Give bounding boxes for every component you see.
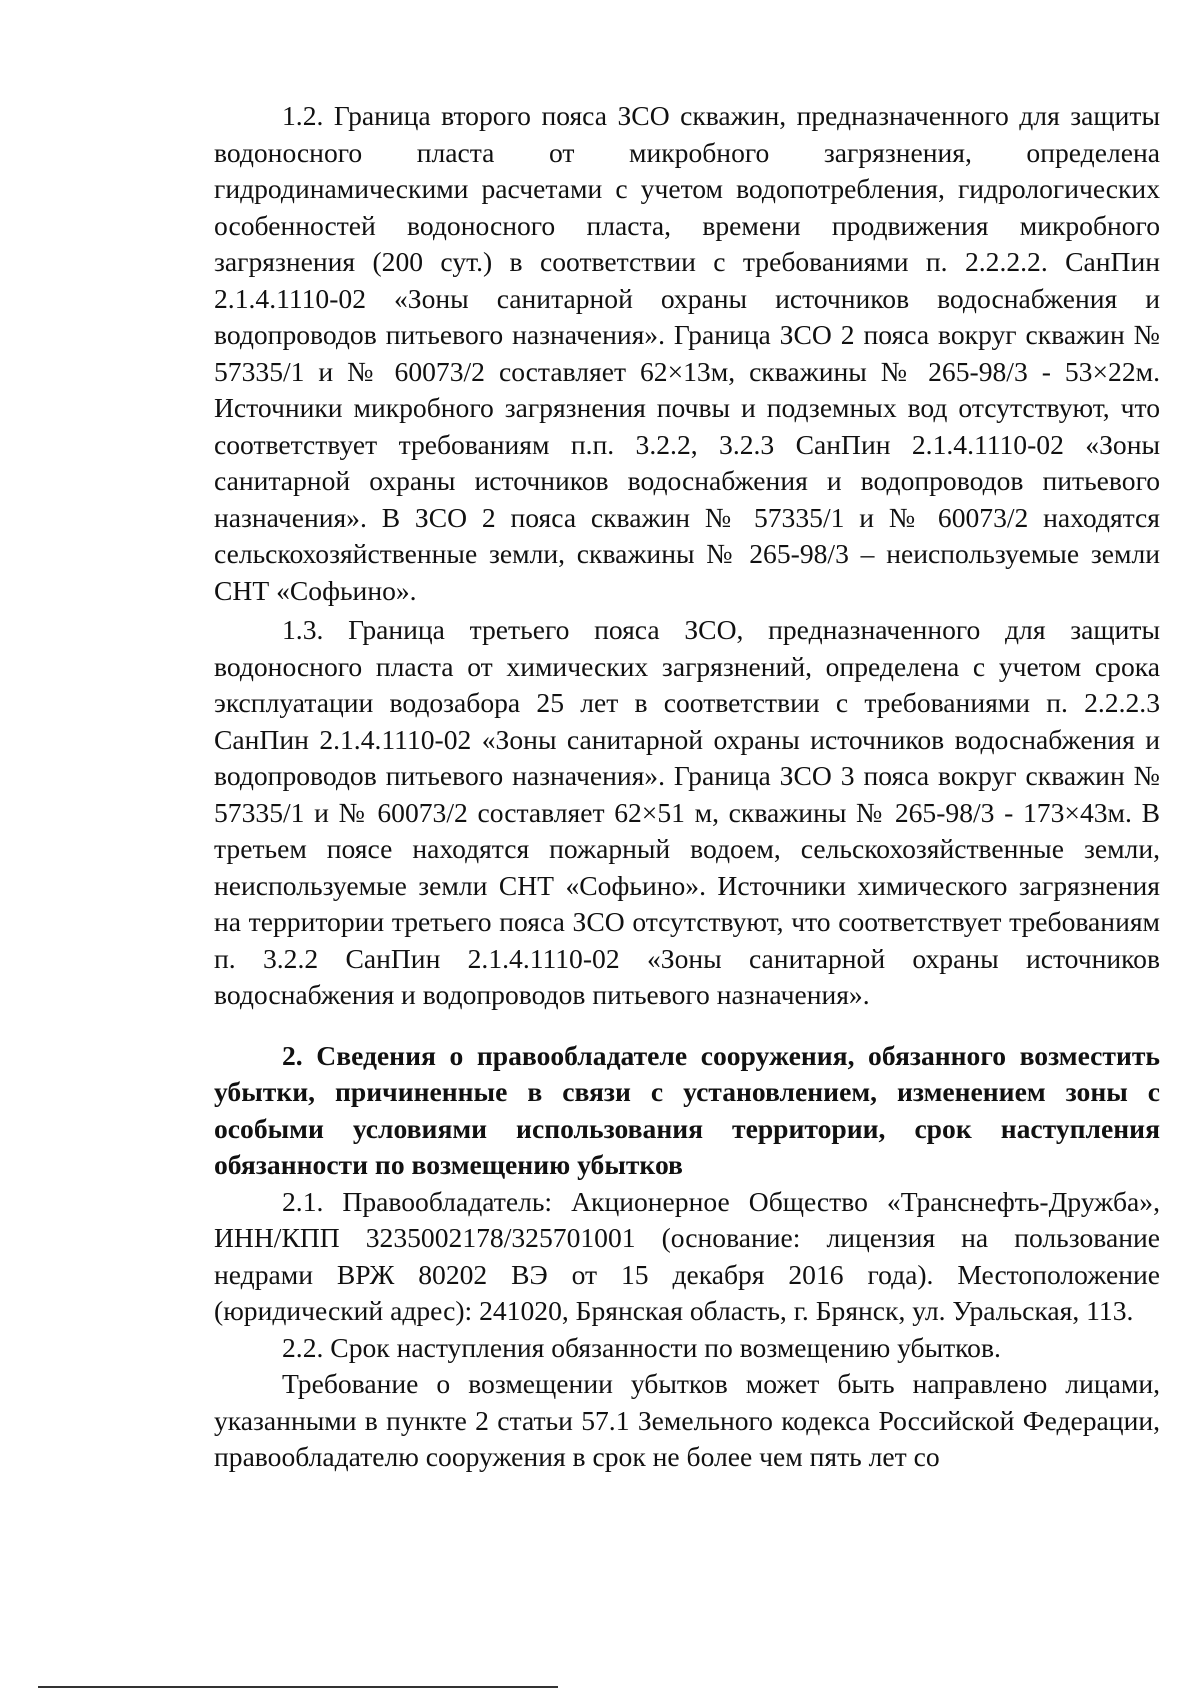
paragraph-1-3: 1.3. Граница третьего пояса ЗСО, предназначенного для защиты водоносного пласта от химических загрязнений, определена с учетом срока эксплуатации водозабора 25 лет в соответствии с требованиями п. 2.2.2.3 СанПин 2.1.4.1110-02 «Зоны санитарной охраны источников водоснабжения и водопроводов питьевого назначения». Граница ЗСО 3 пояса вокруг скважин № 57335/1 и № 60073/2 составляет 62×51 м, скважины № 265-98/3 - 173×43м. В третьем поясе находятся пожарный водоем, сельскохозяйственные земли, неиспользуемые земли СНТ «Софьино». Источники химического загрязнения на территории третьего пояса ЗСО отсутствуют, что соответствует требованиям п. 3.2.2 СанПин 2.1.4.1110-02 «Зоны санитарной охраны источников водоснабжения и водопроводов питьевого назначения». <box>214 614 1160 1010</box>
page-bottom-rule <box>38 1686 558 1688</box>
paragraph-2-2: 2.2. Срок наступления обязанности по возмещению убытков. <box>282 1331 1001 1363</box>
paragraph-claim: Требование о возмещении убытков может быть направлено лицами, указанными в пункте 2 статьи 57.1 Земельного кодекса Российской Федерации, правообладателю сооружения в срок не более чем пять лет со <box>214 1368 1160 1472</box>
paragraph-1-2: 1.2. Граница второго пояса ЗСО скважин, предназначенного для защиты водоносного пласта от микробного загрязнения, определена гидродинамическими расчетами с учетом водопотребления, гидрологических особенностей водоносного пласта, времени продвижения микробного загрязнения (200 сут.) в соответствии с требованиями п. 2.2.2.2. СанПин 2.1.4.1110-02 «Зоны санитарной охраны источников водоснабжения и водопроводов питьевого назначения». Граница ЗСО 2 пояса вокруг скважин № 57335/1 и № 60073/2 составляет 62×13м, скважины № 265-98/3 - 53×22м. Источники микробного загрязнения почвы и подземных вод отсутствуют, что соответствует требованиям п.п. 3.2.2, 3.2.3 СанПин 2.1.4.1110-02 «Зоны санитарной охраны источников водоснабжения и водопроводов питьевого назначения». В ЗСО 2 пояса скважин № 57335/1 и № 60073/2 находятся сельскохозяйственные земли, скважины № 265-98/3 – неиспользуемые земли СНТ «Софьино». <box>214 100 1160 606</box>
paragraph-2-1: 2.1. Правообладатель: Акционерное Общество «Транснефть-Дружба», ИНН/КПП 3235002178/325701001 (основание: лицензия на пользование недрами ВРЖ 80202 ВЭ от 15 декабря 2016 года). Местоположение (юридический адрес): 241020, Брянская область, г. Брянск, ул. Уральская, 113. <box>214 1185 1160 1326</box>
section-2-heading: 2. Сведения о правообладателе сооружения, обязанного возместить убытки, причиненные в связи с установлением, изменением зоны с особыми условиями использования территории, срок наступления обязанности по возмещению убытков <box>214 1039 1160 1180</box>
document-body <box>214 98 1160 1476</box>
